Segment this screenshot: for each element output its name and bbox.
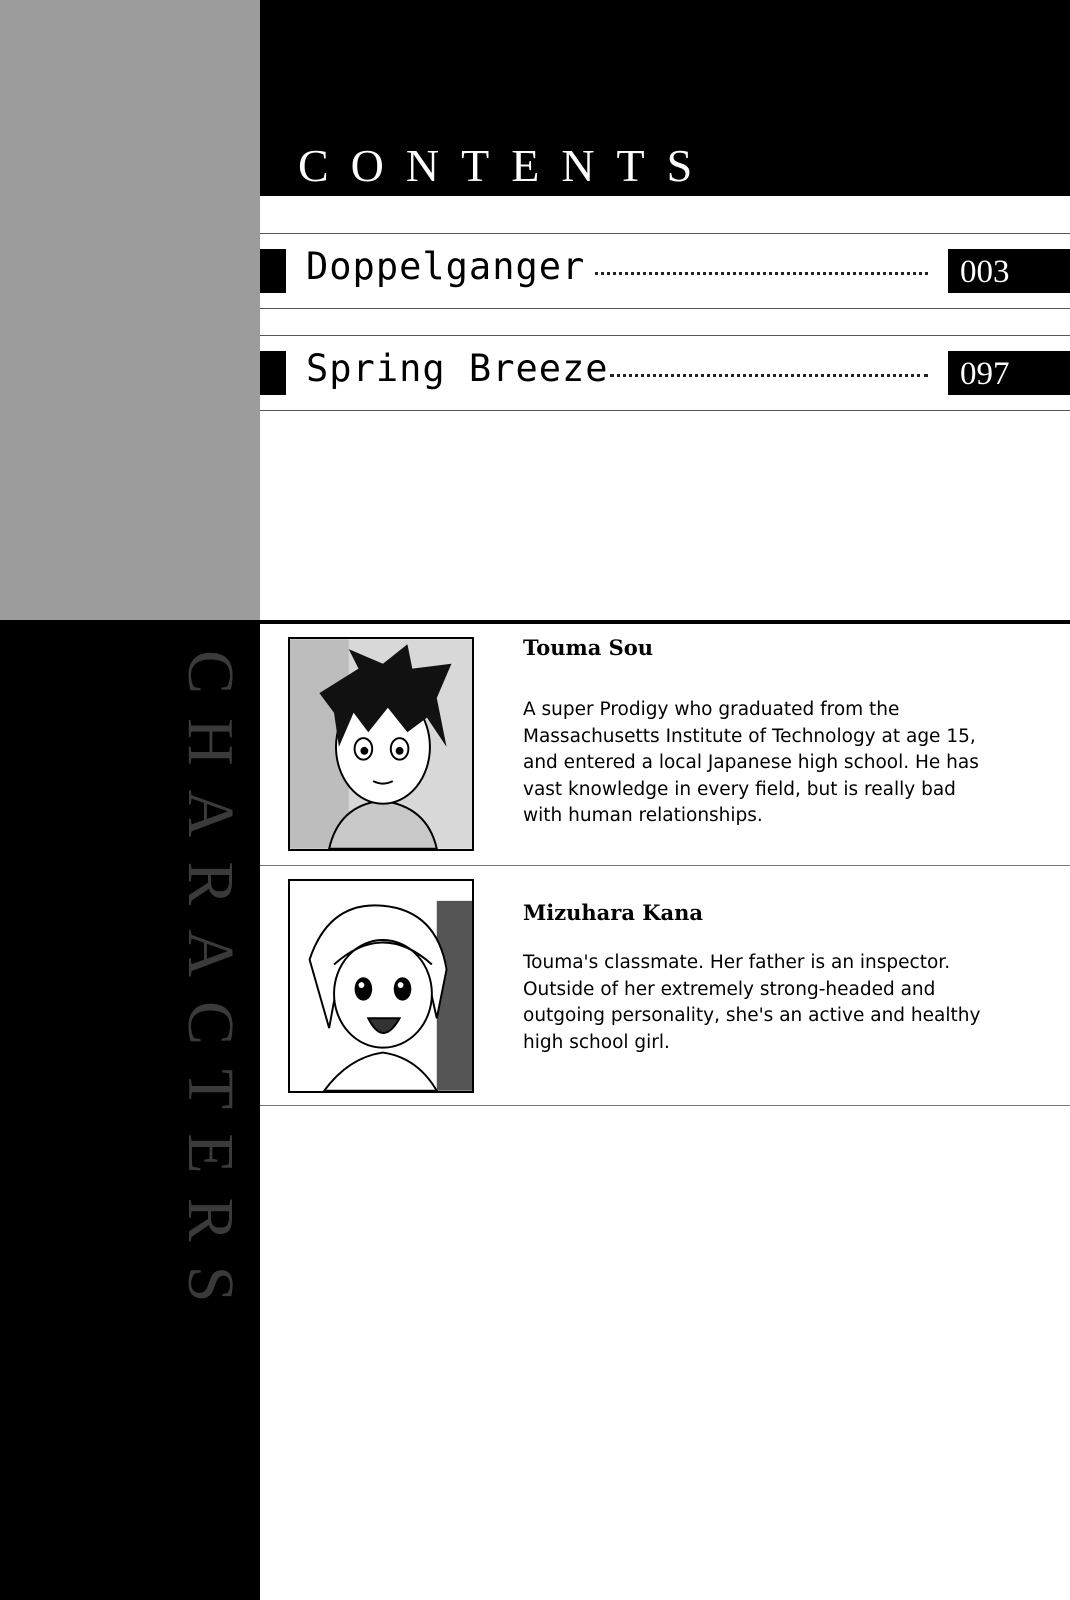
character-name: Touma Sou [523,635,654,660]
touma-sou-portrait [288,637,474,851]
character-divider [260,865,1070,866]
toc-leader-dots [610,374,928,377]
character-divider [260,1105,1070,1106]
toc-entry-spring-breeze[interactable] [260,335,1070,411]
toc-marker [260,249,286,293]
characters-top-rule [260,620,1070,624]
toc-entry-page: 097 [948,351,1070,395]
contents-title: CONTENTS [298,140,715,191]
toc-leader-dots [595,272,928,275]
girl-portrait-icon [290,881,472,1091]
toc-entry-doppelganger[interactable] [260,233,1070,309]
boy-portrait-icon [290,639,472,849]
toc-entry-title: Doppelganger [306,245,586,288]
toc-entry-title: Spring Breeze [306,347,609,390]
gray-side-block [0,0,260,620]
mizuhara-kana-portrait [288,879,474,1093]
characters-section-title: CHARACTERS [174,650,247,1327]
toc-marker [260,351,286,395]
character-description: Touma's classmate. Her father is an inspector. Outside of her extremely strong-headed and outgoing personality, she's an active and healthy high school girl. [523,952,981,1053]
character-description: A super Prodigy who graduated from the Massachusetts Institute of Technology at age 15, and entered a local Japanese high school. He has vast knowledge in every field, but is really bad with human relationships. [523,699,979,826]
toc-entry-page: 003 [948,249,1070,293]
character-name: Mizuhara Kana [523,900,704,925]
